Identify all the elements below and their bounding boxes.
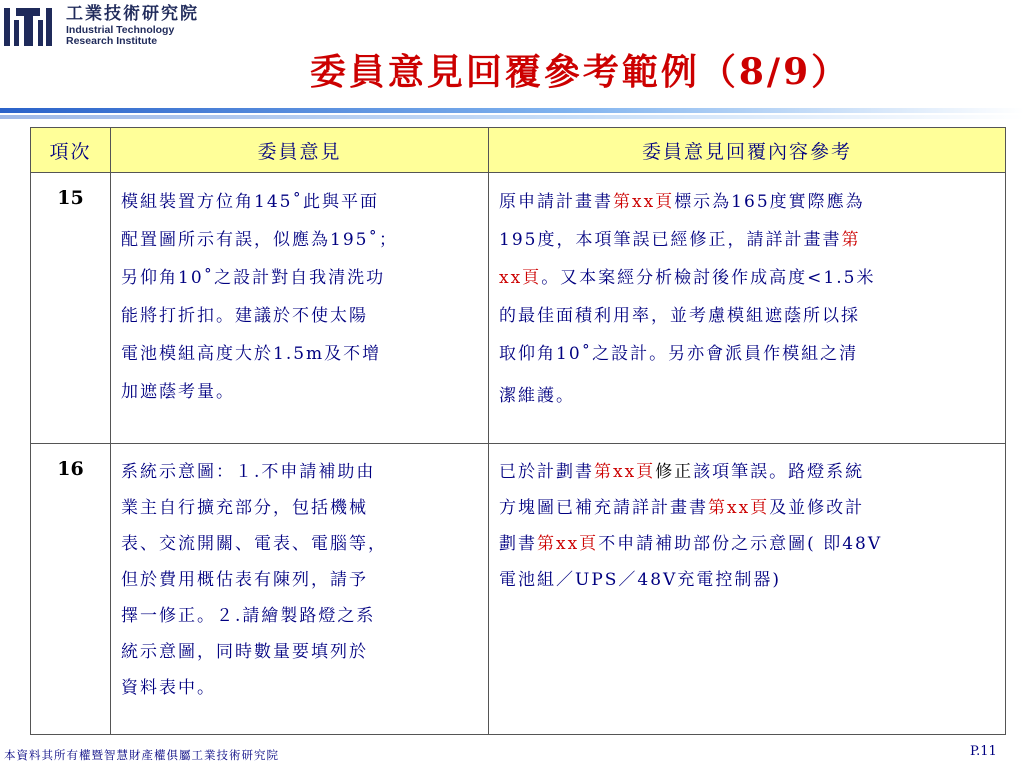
org-name-en-2: Research Institute (66, 35, 158, 47)
reply-text: 原申請計畫書 (499, 192, 613, 212)
org-name-en-1: Industrial Technology (66, 24, 175, 36)
opinion-line: 系統示意圖：１.不申請補助由 (121, 462, 376, 482)
copyright-notice: 本資料其所有權暨智慧財產權俱屬工業技術研究院 (4, 748, 279, 762)
row-item-number: 16 (31, 444, 111, 735)
itri-logo-icon (0, 2, 56, 52)
reply-line: 的最佳面積利用率，並考慮模組遮蔭所以採 (499, 306, 860, 326)
header-item: 項次 (31, 128, 111, 173)
reply-line: 潔維護。 (499, 386, 575, 406)
page-number: P.11 (970, 744, 997, 759)
opinion-line: 但於費用概估表有陳列，請予 (121, 570, 368, 590)
opinion-line: 電池模組高度大於1.5m及不增 (121, 344, 382, 364)
page-reference: 第xx頁 (537, 534, 599, 554)
row-item-number: 15 (31, 173, 111, 444)
opinion-table (30, 127, 1006, 735)
header-reply: 委員意見回覆內容參考 (489, 128, 1006, 173)
reply-line (499, 454, 995, 490)
opinion-line: 加遮蔭考量。 (121, 382, 235, 402)
opinion-line: 擇一修正。２.請繪製路燈之系 (121, 606, 376, 626)
reply-text: 劃書 (499, 534, 537, 554)
reply-text: 及並修改計 (769, 498, 865, 518)
opinion-line: 表、交流開關、電表、電腦等， (121, 534, 387, 554)
reply-text: 。又本案經分析檢討後作成高度<1.5米 (541, 268, 876, 288)
table-header-row (31, 128, 1006, 173)
page-reference: 第 (841, 230, 861, 250)
reply-line (499, 526, 995, 562)
opinion-reply (489, 444, 1006, 735)
opinion-line: 業主自行擴充部分，包括機械 (121, 498, 368, 518)
reply-line (499, 490, 995, 526)
opinion-line: 配置圖所示有誤，似應為195˚； (121, 230, 398, 250)
opinion-line: 資料表中。 (121, 678, 216, 698)
page-reference: 第xx頁 (594, 462, 656, 482)
reply-text: 方塊圖已補充請詳計畫書 (499, 498, 708, 518)
reply-line (499, 259, 995, 297)
reply-line: 電池組／UPS／48V充電控制器) (499, 570, 781, 590)
reply-text: 修正 (655, 462, 694, 482)
opinion-line: 模組裝置方位角145˚此與平面 (121, 192, 379, 212)
org-name-zh: 工業技術研究院 (66, 4, 199, 24)
reply-line (499, 183, 995, 221)
page-reference: 第xx頁 (613, 192, 675, 212)
reply-text: 標示為165度實際應為 (674, 192, 865, 212)
reply-text: 該項筆誤。路燈系統 (693, 462, 865, 482)
org-name (66, 3, 199, 47)
reply-line (499, 221, 995, 259)
table-row (31, 444, 1006, 735)
page-reference: 第xx頁 (708, 498, 770, 518)
page-reference: xx頁 (499, 268, 542, 288)
committee-opinion (111, 173, 489, 444)
title-divider (0, 106, 1024, 122)
table-row (31, 173, 1006, 444)
header-opinion: 委員意見 (111, 128, 489, 173)
opinion-reply (489, 173, 1006, 444)
opinion-line: 另仰角10˚之設計對自我清洗功 (121, 268, 386, 288)
committee-opinion (111, 444, 489, 735)
reply-line: 取仰角10˚之設計。另亦會派員作模組之清 (499, 344, 859, 364)
reply-text: 195度，本項筆誤已經修正，請詳計畫書 (499, 230, 842, 250)
reply-text: 不申請補助部份之示意圖( 即48V (598, 534, 883, 554)
opinion-line: 統示意圖，同時數量要填列於 (121, 642, 368, 662)
reply-text: 已於計劃書 (499, 462, 594, 482)
opinion-line: 能將打折扣。建議於不使太陽 (121, 306, 368, 326)
slide-title: 委員意見回覆參考範例（8/9） (309, 51, 851, 93)
